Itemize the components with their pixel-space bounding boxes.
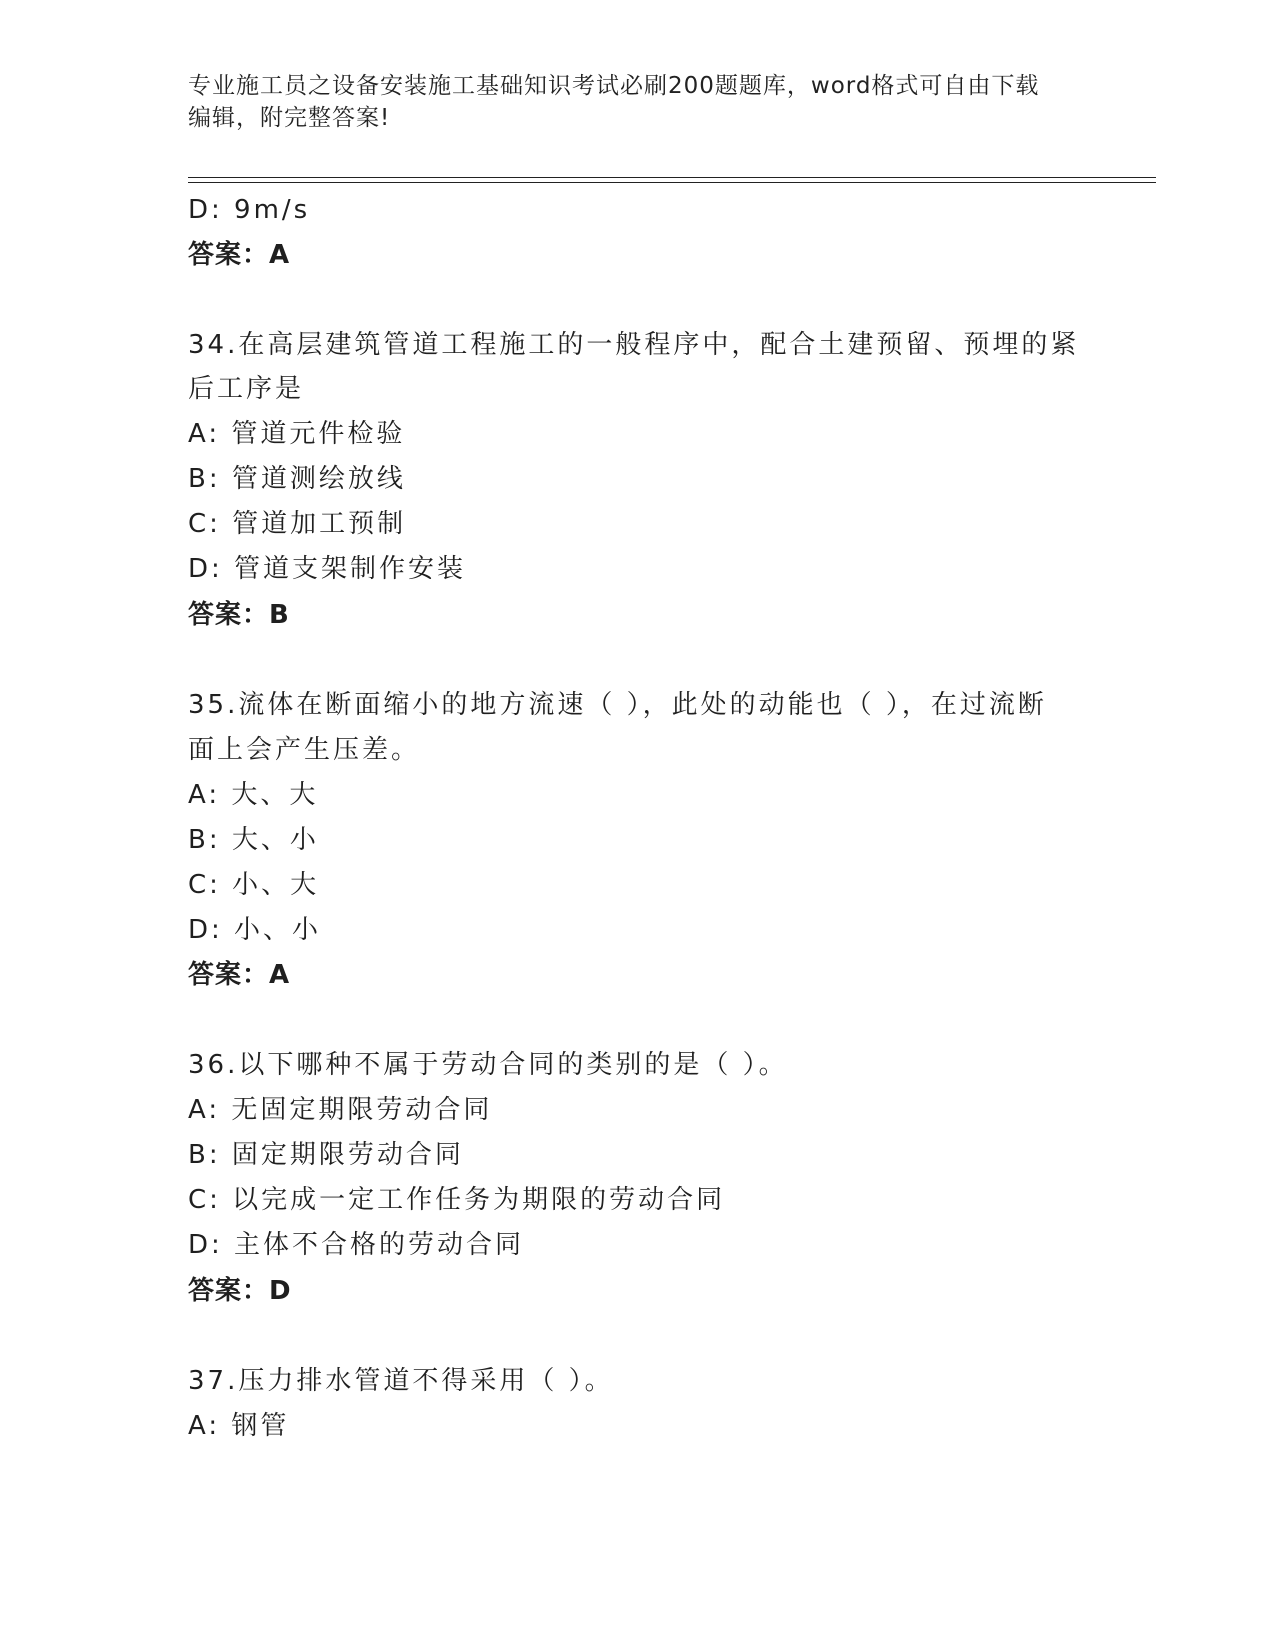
question-34-option-b: B: 管道测绘放线 — [188, 464, 406, 494]
header-line-1: 专业施工员之设备安装施工基础知识考试必刷200题题库，word格式可自由下载 — [188, 73, 1040, 99]
header-rule-top — [188, 177, 1156, 178]
question-35-option-d: D: 小、小 — [188, 915, 322, 945]
question-35-stem-line-2: 面上会产生压差。 — [188, 735, 421, 765]
question-34-stem-line-1: 34.在高层建筑管道工程施工的一般程序中，配合土建预留、预埋的紧 — [188, 330, 1080, 360]
header-line-2: 编辑，附完整答案! — [188, 105, 391, 131]
question-37-option-a: A: 钢管 — [188, 1411, 290, 1441]
prev-answer: 答案：A — [188, 240, 291, 270]
question-34-answer: 答案：B — [188, 600, 290, 630]
question-34-option-a: A: 管道元件检验 — [188, 419, 406, 449]
question-35-option-c: C: 小、大 — [188, 870, 320, 900]
question-35-stem-line-1: 35.流体在断面缩小的地方流速（ ），此处的动能也（ ），在过流断 — [188, 690, 1047, 720]
question-36-answer: 答案：D — [188, 1276, 292, 1306]
question-36-option-c: C: 以完成一定工作任务为期限的劳动合同 — [188, 1185, 726, 1215]
header-rule-bottom — [188, 182, 1156, 183]
question-35-option-b: B: 大、小 — [188, 825, 319, 855]
question-34-stem-line-2: 后工序是 — [188, 374, 305, 404]
question-35-option-a: A: 大、大 — [188, 780, 319, 810]
question-34-option-d: D: 管道支架制作安装 — [188, 554, 467, 584]
prev-option-d: D: 9m/s — [188, 195, 311, 225]
question-37-stem-line-1: 37.压力排水管道不得采用（ ）。 — [188, 1366, 614, 1396]
document-header — [188, 70, 1068, 134]
question-36-stem-line-1: 36.以下哪种不属于劳动合同的类别的是（ ）。 — [188, 1050, 788, 1080]
question-36-option-b: B: 固定期限劳动合同 — [188, 1140, 464, 1170]
question-36-option-d: D: 主体不合格的劳动合同 — [188, 1230, 525, 1260]
question-36-option-a: A: 无固定期限劳动合同 — [188, 1095, 493, 1125]
question-34-option-c: C: 管道加工预制 — [188, 509, 407, 539]
question-35-answer: 答案：A — [188, 960, 291, 990]
